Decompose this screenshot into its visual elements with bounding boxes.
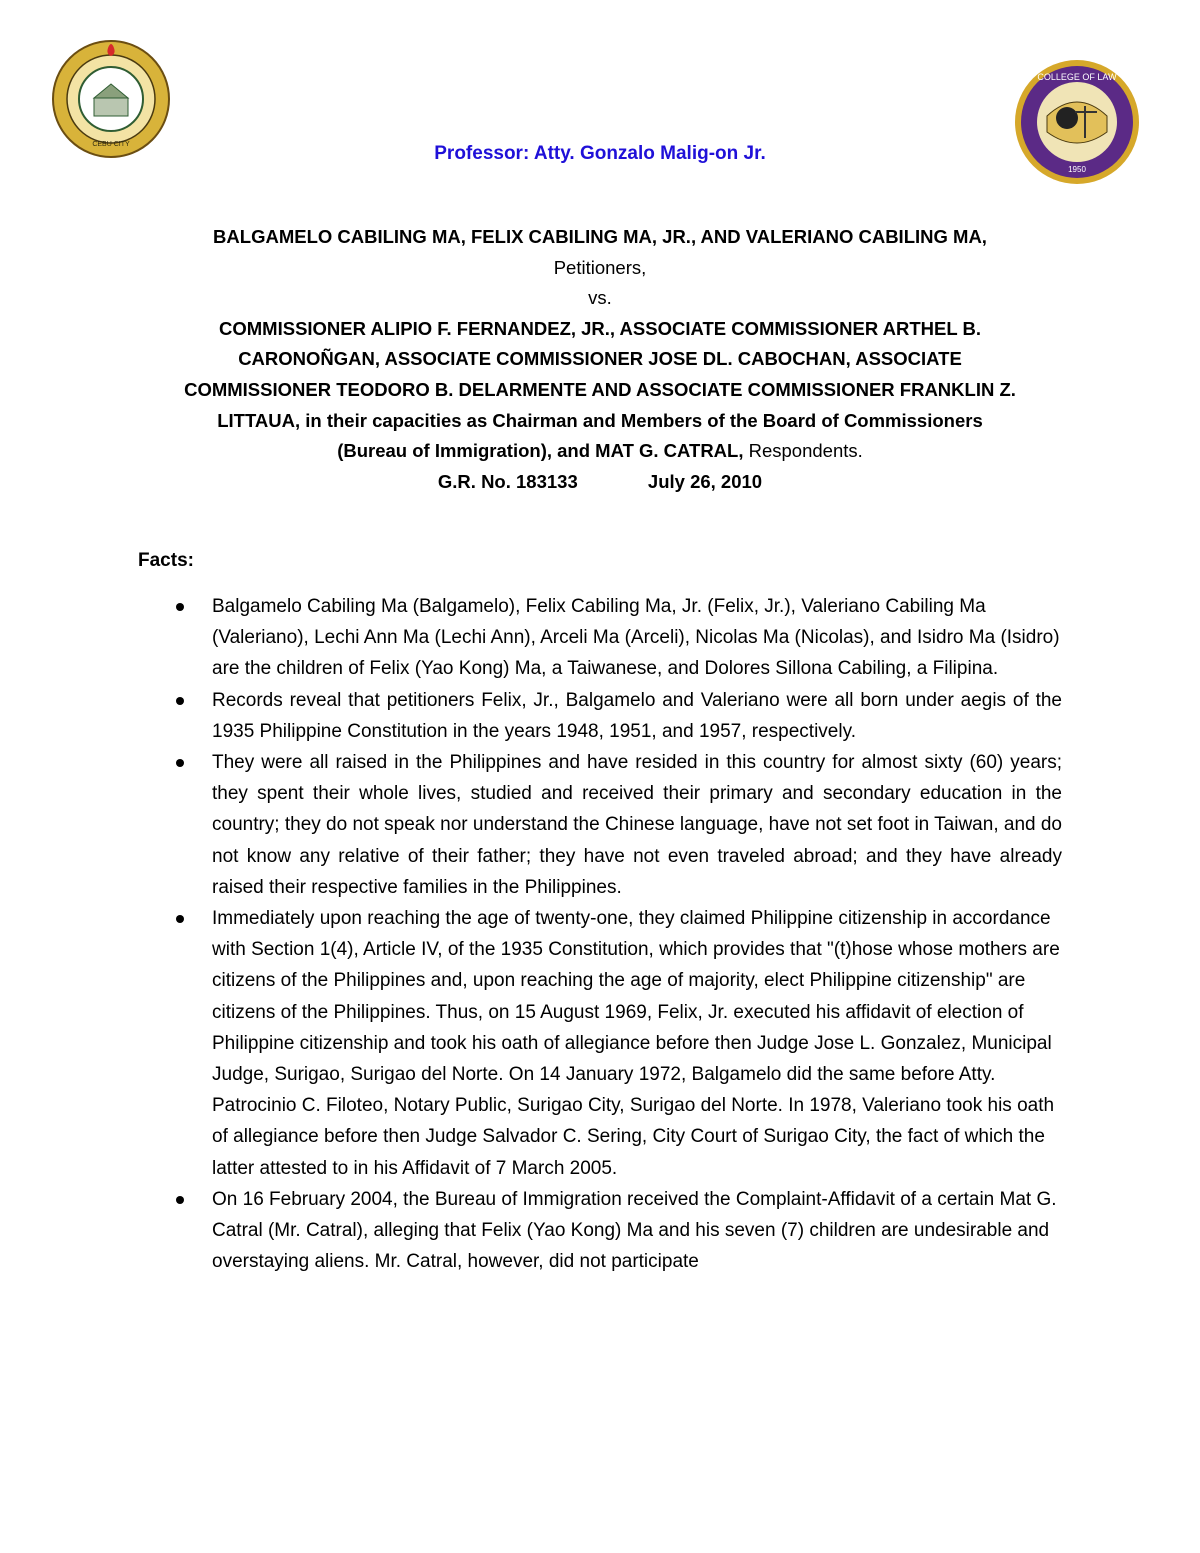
fact-text: Records reveal that petitioners Felix, Jr., Balgamelo and Valeriano were all born under aegis of the 1935 Philippine Constitution in the years 1948, 1951, and 1957, respectively. [212,689,1062,742]
professor-name: Professor: Atty. Gonzalo Malig-on Jr. [434,143,766,164]
petitioners-names: BALGAMELO CABILING MA, FELIX CABILING MA, JR., AND VALERIANO CABILING MA, [213,226,987,247]
respondents-line-1: COMMISSIONER ALIPIO F. FERNANDEZ, JR., ASSOCIATE COMMISSIONER ARTHEL B. [219,317,981,339]
petitioners-label: Petitioners, [553,256,647,278]
case-date: July 26, 2010 [647,470,763,492]
list-item [170,903,1062,1184]
respondents-line-5-bold: (Bureau of Immigration), and MAT G. CATRAL, [337,440,744,462]
case-number-line [150,467,1050,498]
bullet-icon [176,603,184,611]
respondents-label: Respondents. [743,440,863,462]
case-caption [150,222,1050,497]
svg-text:CEBU CITY: CEBU CITY [92,141,130,148]
college-of-law-seal-logo [1013,58,1141,186]
case-number: G.R. No. 183133 [437,470,578,492]
respondents-line-2: CARONOÑGAN, ASSOCIATE COMMISSIONER JOSE DL. CABOCHAN, ASSOCIATE [238,348,962,370]
list-item [170,591,1062,685]
bullet-icon [176,1196,184,1204]
bullet-icon [176,759,184,767]
fact-text: Balgamelo Cabiling Ma (Balgamelo), Felix Cabiling Ma, Jr. (Felix, Jr.), Valeriano Cabiling Ma (Valeriano), Lechi Ann Ma (Lechi Ann), Arceli Ma (Arceli), Nicolas Ma (Nicolas), and Isidro Ma (Isidro) are the children of Felix (Yao Kong) Ma, a Taiwanese, and Dolores Sillona Cabiling, a Filipina. [212,596,1060,680]
facts-list [170,591,1062,1277]
svg-text:COLLEGE OF LAW: COLLEGE OF LAW [1037,72,1117,82]
list-item [170,1184,1062,1278]
respondents-line-4: LITTAUA, in their capacities as Chairman and Members of the Board of Commissioners [217,409,983,431]
facts-heading: Facts: [138,550,194,571]
fact-text: On 16 February 2004, the Bureau of Immigration received the Complaint-Affidavit of a certain Mat G. Catral (Mr. Catral), alleging that Felix (Yao Kong) Ma and his seven (7) children are undesirable and overstaying aliens. Mr. Catral, however, did not participate [212,1188,1057,1273]
versus-label: vs. [588,287,612,309]
fact-text: They were all raised in the Philippines and have resided in this country for almost sixty (60) years; they spent their whole lives, studied and received their primary and secondary education in the country; they do not speak nor understand the Chinese language, have not set foot in Taiwan, and do not know any relative of their father; they have not even traveled abroad; and they have already raised their respective families in the Philippines. [212,752,1062,898]
respondents-line-3: COMMISSIONER TEODORO B. DELARMENTE AND ASSOCIATE COMMISSIONER FRANKLIN Z. [184,378,1016,400]
bullet-icon [176,697,184,705]
university-seal-logo [50,38,172,160]
respondents-line-5 [150,436,1050,467]
bullet-icon [176,915,184,923]
fact-text: Immediately upon reaching the age of twenty-one, they claimed Philippine citizenship in accordance with Section 1(4), Article IV, of the 1935 Constitution, which provides that "(t)hose whose mothers are citizens of the Philippines and, upon reaching the age of majority, elect Philippine citizenship" are citizens of the Philippines. Thus, on 15 August 1969, Felix, Jr. executed his affidavit of election of Philippine citizenship and took his oath of allegiance before then Judge Jose L. Gonzalez, Municipal Judge, Surigao, Surigao del Norte. On 14 January 1972, Balgamelo did the same before Atty. Patrocinio C. Filoteo, Notary Public, Surigao City, Surigao del Norte. In 1978, Valeriano took his oath of allegiance before then Judge Salvador C. Sering, City Court of Surigao City, the fact of which the latter attested to in his Affidavit of 7 March 2005. [212,908,1060,1179]
list-item [170,685,1062,747]
list-item [170,747,1062,903]
svg-text:1950: 1950 [1068,165,1086,174]
